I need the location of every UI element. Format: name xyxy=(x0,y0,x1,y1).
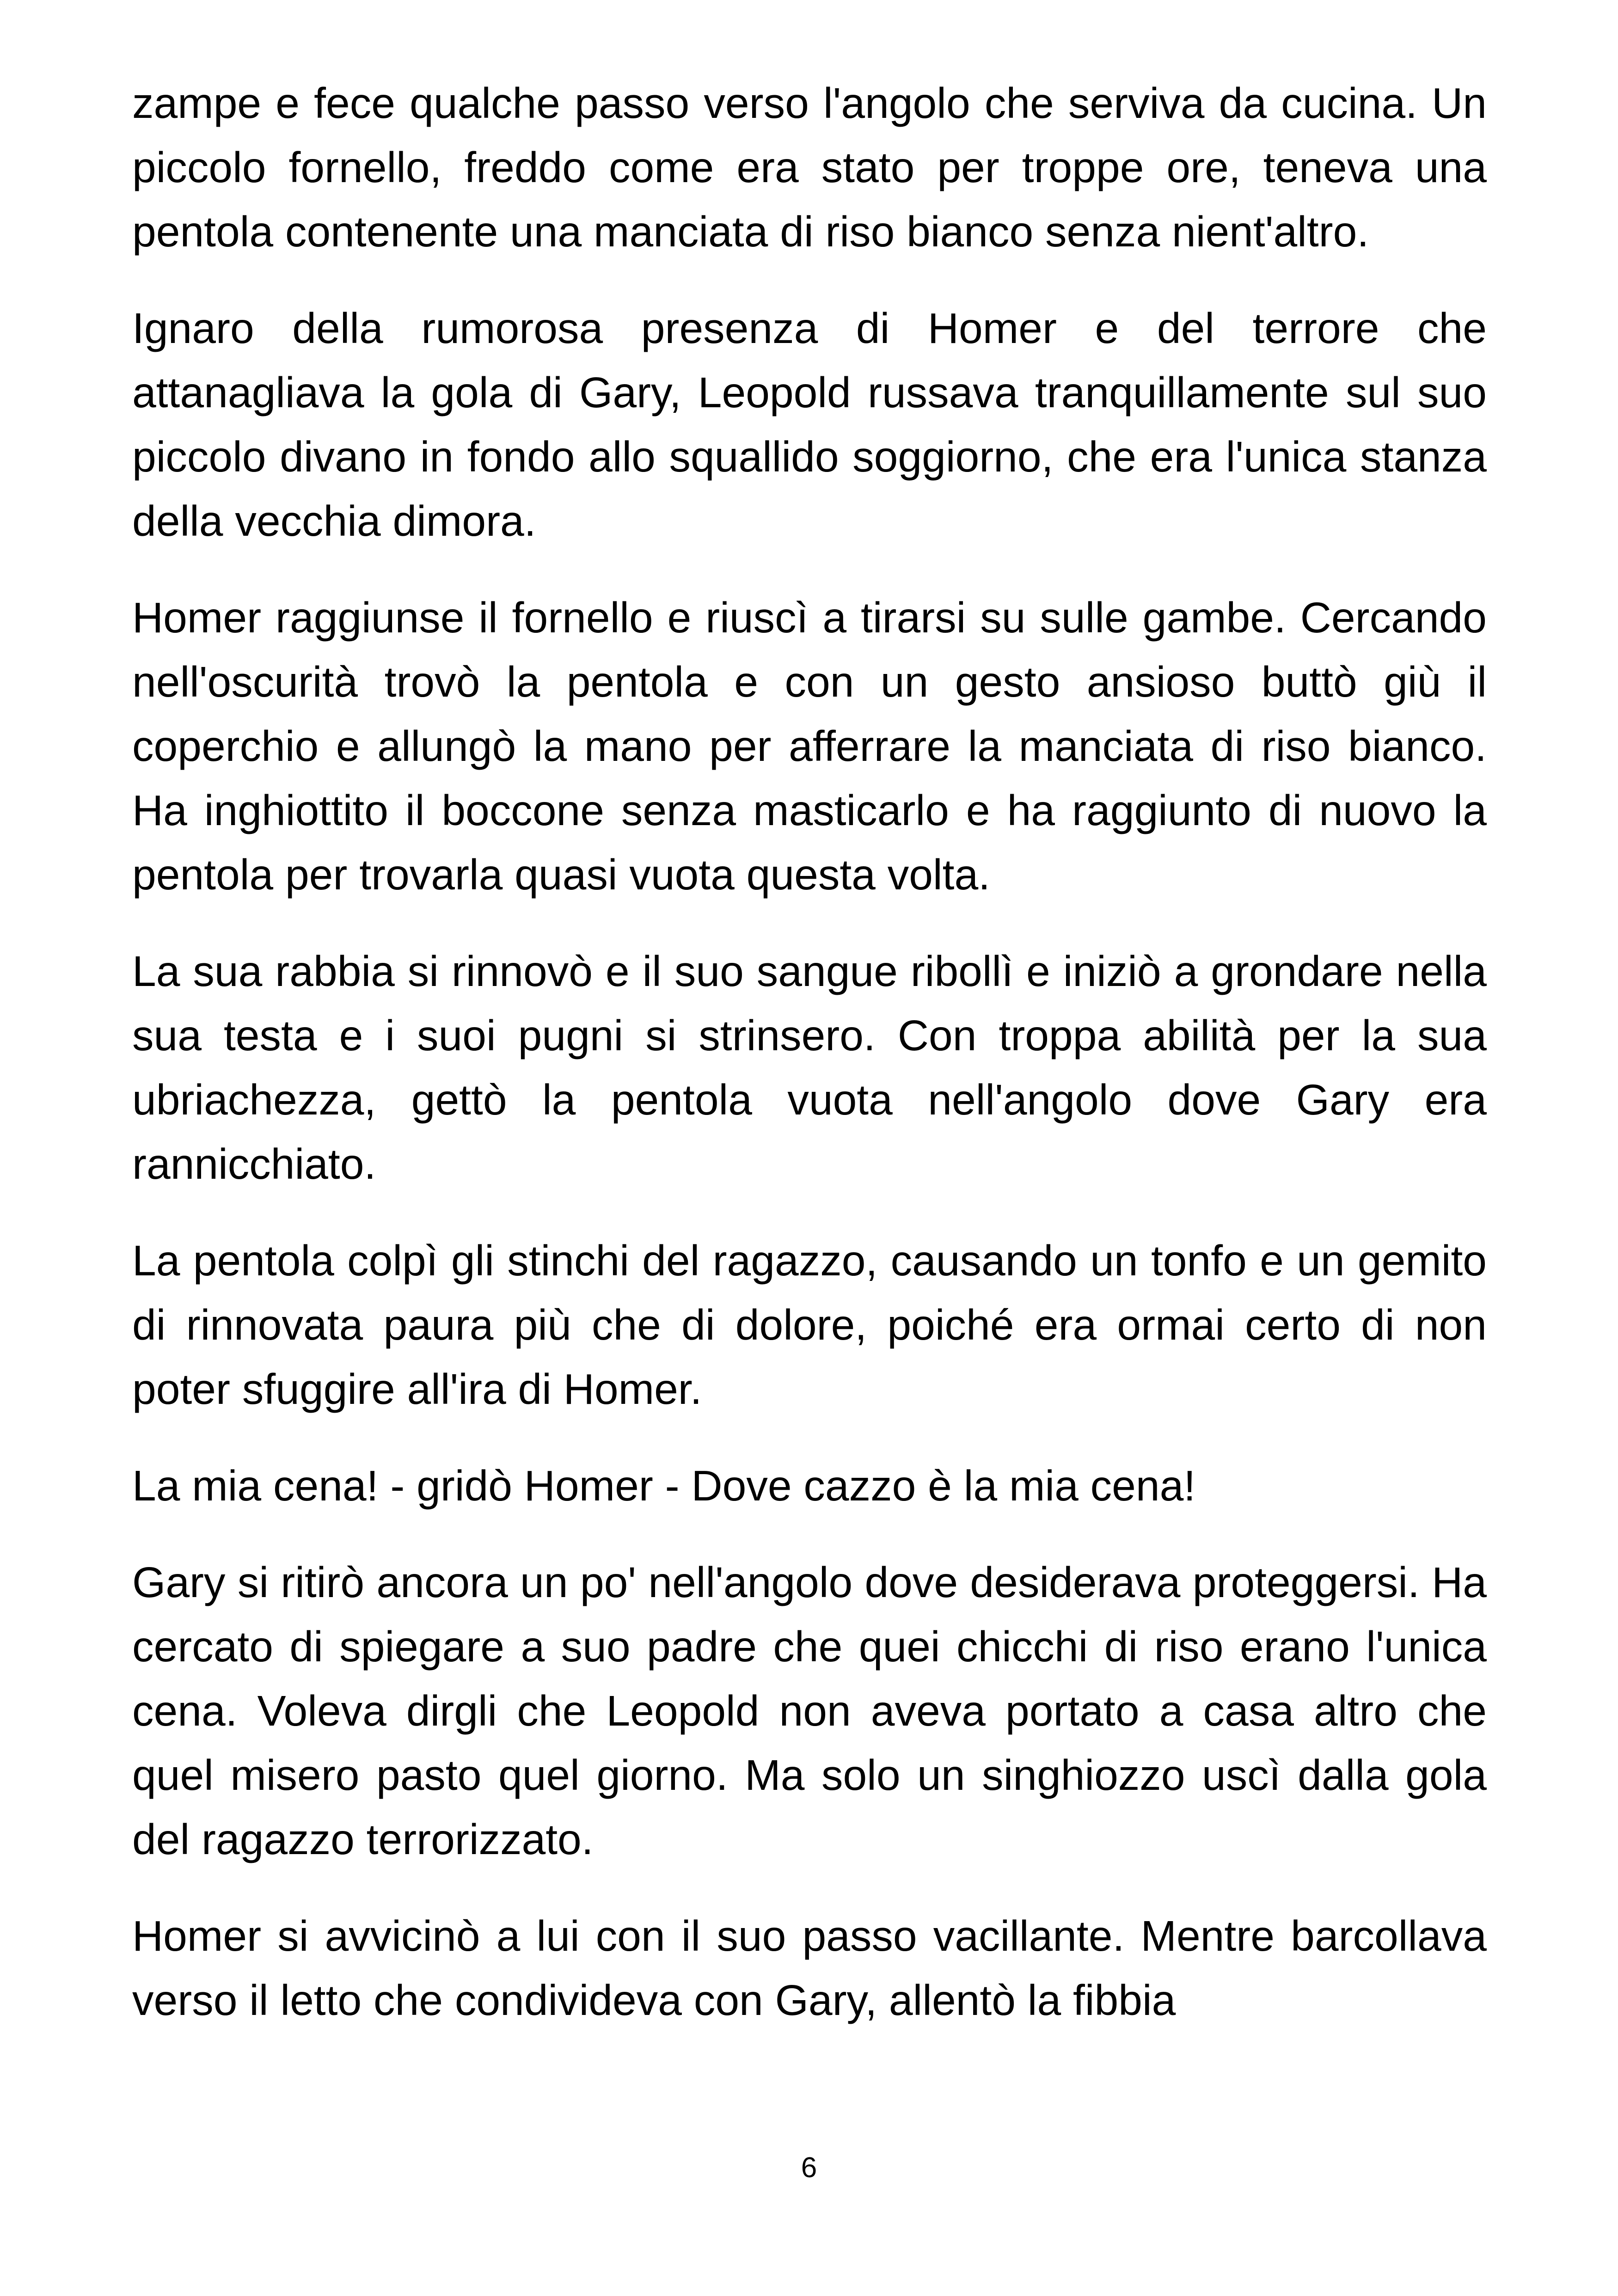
paragraph-6-dialogue: La mia cena! - gridò Homer - Dove cazzo è la mia cena! xyxy=(132,1462,1196,1510)
document-page xyxy=(132,71,1487,2065)
paragraph-3: Homer raggiunse il fornello e riuscì a tirarsi su sulle gambe. Cercando nell'oscurità trovò la pentola e con un gesto ansioso buttò giù il coperchio e allungò la mano per afferrare la manciata di riso bianco. Ha inghiottito il boccone senza masticarlo e ha raggiunto di nuovo la pentola per trovarla quasi vuota questa volta. xyxy=(132,594,1487,899)
page-number: 6 xyxy=(801,2152,817,2184)
paragraph-8: Homer si avvicinò a lui con il suo passo vacillante. Mentre barcollava verso il letto che condivideva con Gary, allentò la fibbia xyxy=(132,1912,1487,2024)
paragraph-2: Ignaro della rumorosa presenza di Homer e del terrore che attanagliava la gola di Gary, Leopold russava tranquillamente sul suo piccolo divano in fondo allo squallido soggiorno, che era l'unica stanza della vecchia dimora. xyxy=(132,304,1487,545)
paragraph-1: zampe e fece qualche passo verso l'angolo che serviva da cucina. Un piccolo fornello, freddo come era stato per troppe ore, teneva una pentola contenente una manciata di riso bianco senza nient'altro. xyxy=(132,79,1487,256)
paragraph-4: La sua rabbia si rinnovò e il suo sangue ribollì e iniziò a grondare nella sua testa e i suoi pugni si strinsero. Con troppa abilità per la sua ubriachezza, gettò la pentola vuota nell'angolo dove Gary era rannicchiato. xyxy=(132,947,1487,1188)
paragraph-7: Gary si ritirò ancora un po' nell'angolo dove desiderava proteggersi. Ha cercato di spiegare a suo padre che quei chicchi di riso erano l'unica cena. Voleva dirgli che Leopold non aveva portato a casa altro che quel misero pasto quel giorno. Ma solo un singhiozzo uscì dalla gola del ragazzo terrorizzato. xyxy=(132,1558,1487,1863)
paragraph-5: La pentola colpì gli stinchi del ragazzo, causando un tonfo e un gemito di rinnovata paura più che di dolore, poiché era ormai certo di non poter sfuggire all'ira di Homer. xyxy=(132,1237,1487,1413)
